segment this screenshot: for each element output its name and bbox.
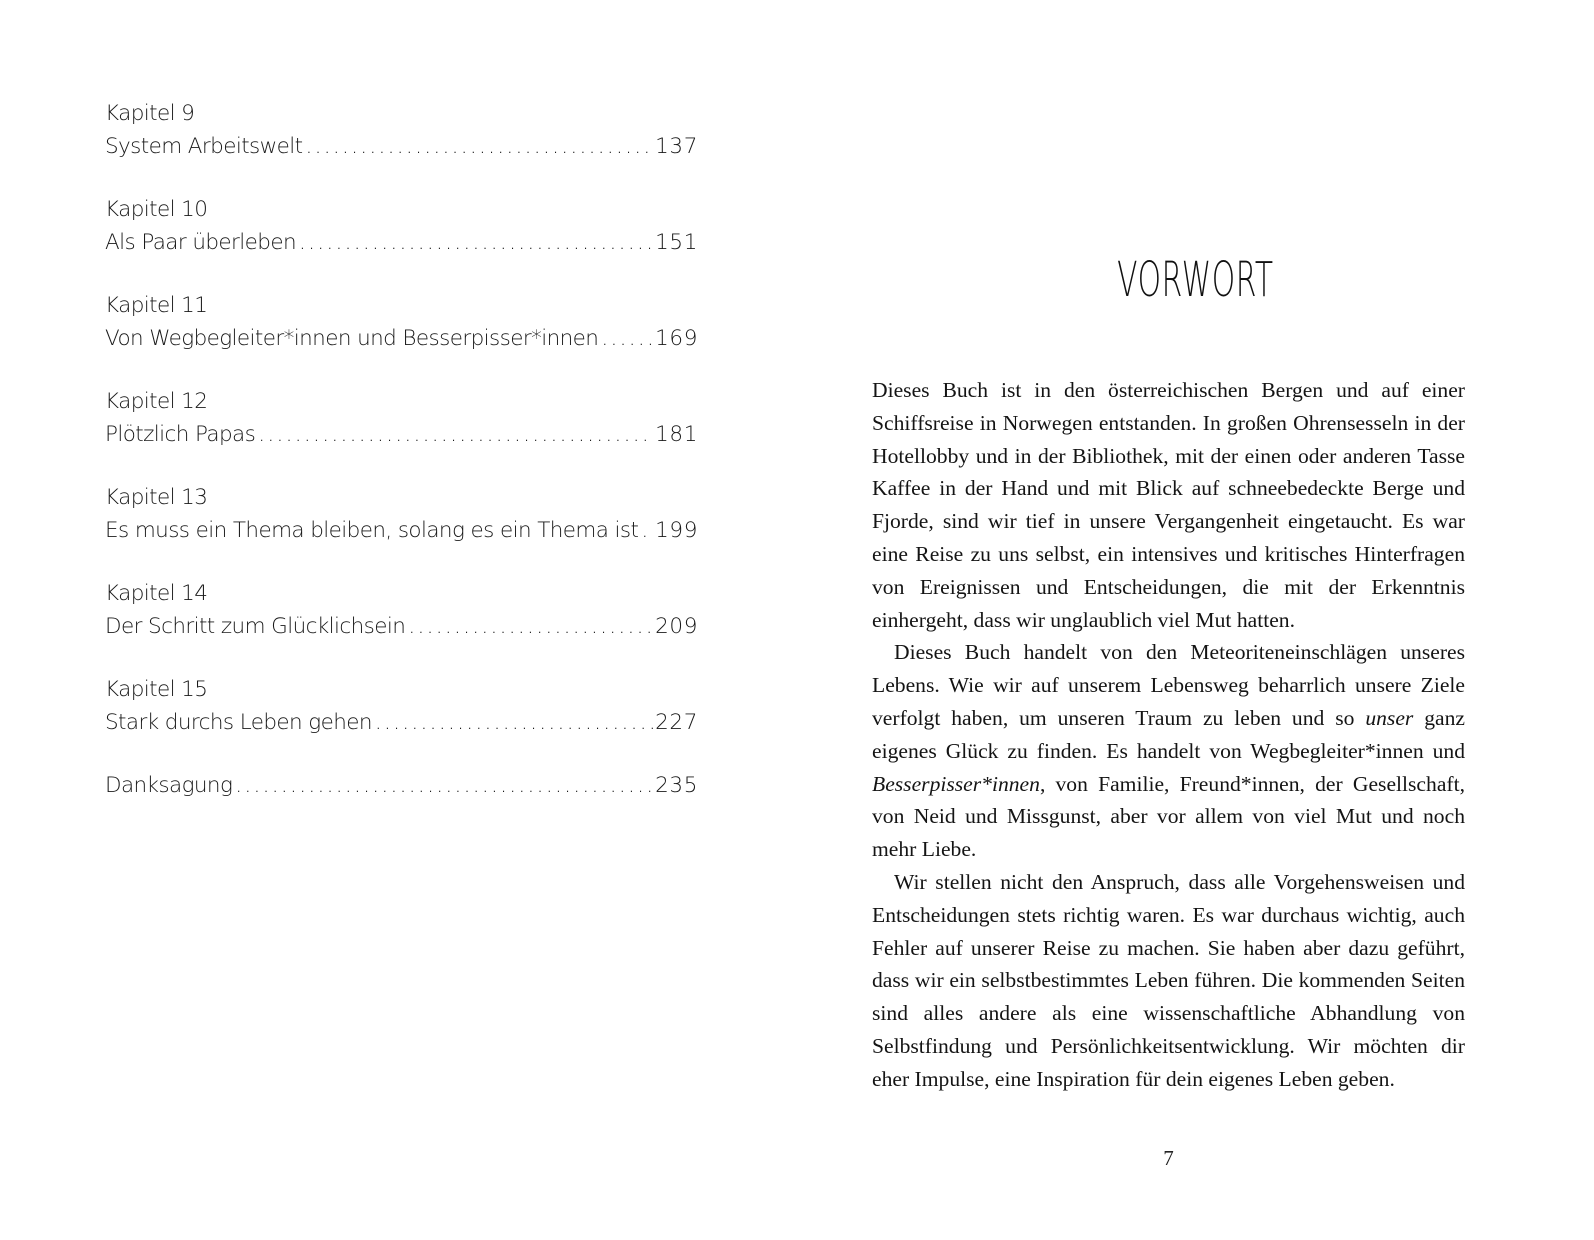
toc-page-number: 227: [655, 710, 698, 735]
toc-page-number: 209: [655, 614, 698, 639]
toc-title: System Arbeitswelt: [105, 134, 303, 159]
toc-chapter-label: Kapitel 13: [105, 485, 208, 510]
emphasis: unser: [1365, 705, 1414, 730]
toc-entry: [105, 673, 698, 739]
page-number: 7: [1163, 1146, 1174, 1170]
toc-line: [105, 418, 698, 451]
toc-chapter-label: Kapitel 10: [105, 197, 208, 222]
paragraph: Wir stellen nicht den Anspruch, dass alle Vorgehensweisen und Entscheidungen stets richtig waren. Es war durchaus wichtig, auch Fehler auf unserer Reise zu machen. Sie haben aber dazu geführt, dass wir ein selbstbestimmtes Leben führen. Die kommenden Seiten sind alles andere als eine wissenschaftliche Abhandlung von Selbstfindung und Persönlichkeitsentwicklung. Wir möchten dir eher Impulse, eine Inspiration für dein eigenes Leben geben.: [872, 869, 1465, 1091]
toc-page-number: 137: [655, 134, 698, 159]
text-run: Dieses Buch handelt von den Meteoriteneinschlägen unseres Lebens. Wie wir auf unserem Lebensweg beharrlich unsere Ziele verfolgt haben, um unseren Traum zu leben und so: [872, 640, 1465, 730]
toc-dot-leader: [305, 130, 653, 163]
toc-page-number: 169: [655, 326, 698, 351]
toc-entry: [105, 193, 698, 259]
toc-page-number: 151: [655, 230, 698, 255]
right-page: [797, 0, 1594, 1240]
toc-line: [105, 706, 698, 739]
toc-dot-leader: [641, 514, 653, 547]
paragraph: Dieses Buch ist in den österreichischen Bergen und auf einer Schiffsreise in Norwegen entstanden. In großen Ohrensesseln in der Hotellobby und in der Bibliothek, mit der einen oder anderen Tasse Kaffee in der Hand und mit Blick auf schneebedeckte Berge und Fjorde, sind wir tief in unsere Vergangenheit eingetaucht. Es war eine Reise zu uns selbst, ein intensives und kritisches Hinterfragen von Ereignissen und Entscheidungen, die mit der Erkenntnis einhergeht, dass wir unglaublich viel Mut hatten.: [872, 378, 1465, 632]
toc-entry: [105, 97, 698, 163]
preface-body: [872, 374, 1465, 1096]
toc-page-number: 199: [655, 518, 698, 543]
toc-chapter-label: Kapitel 12: [105, 389, 208, 414]
toc-chapter-label: Kapitel 11: [105, 293, 208, 318]
toc-line: [105, 130, 698, 163]
toc-title: Es muss ein Thema bleiben, solang es ein Thema ist: [105, 518, 639, 543]
toc-title: Plötzlich Papas: [105, 422, 256, 447]
toc-title: Der Schritt zum Glücklichsein: [105, 614, 406, 639]
toc-chapter-label: Kapitel 15: [105, 677, 208, 702]
toc-line: [105, 322, 698, 355]
text-run: ganz eigenes Glück zu finden. Es handelt von Wegbegleiter*innen und: [872, 705, 1465, 763]
toc-page-number: 235: [655, 773, 698, 798]
toc-title: Danksagung: [105, 773, 233, 798]
toc-dot-leader: [258, 418, 653, 451]
toc-title: Stark durchs Leben gehen: [105, 710, 372, 735]
toc-entry: [105, 577, 698, 643]
toc-dot-leader: [299, 226, 653, 259]
toc-line: [105, 610, 698, 643]
toc-dot-leader: [408, 610, 653, 643]
toc-chapter-label: Kapitel 9: [105, 101, 195, 126]
toc-title: Von Wegbegleiter*innen und Besserpisser*innen: [105, 326, 599, 351]
toc-entry: [105, 385, 698, 451]
toc-line: [105, 514, 698, 547]
page-title: VORWORT: [1117, 252, 1274, 308]
toc-entry: [105, 481, 698, 547]
toc-entry-acknowledgements: [105, 769, 698, 802]
paragraph: [872, 636, 1465, 866]
table-of-contents: [105, 97, 698, 832]
toc-line: [105, 769, 698, 802]
toc-dot-leader: [375, 706, 653, 739]
toc-page-number: 181: [655, 422, 698, 447]
toc-entry: [105, 289, 698, 355]
emphasis: Besserpisser*innen: [872, 771, 1040, 796]
toc-title: Als Paar überleben: [105, 230, 296, 255]
toc-chapter-label: Kapitel 14: [105, 581, 208, 606]
toc-dot-leader: [601, 322, 653, 355]
text-run: , von Familie, Freund*innen, der Gesellschaft, von Neid und Missgunst, aber vor allem von viel Mut und noch mehr Liebe.: [872, 771, 1465, 862]
toc-line: [105, 226, 698, 259]
toc-dot-leader: [235, 769, 653, 802]
